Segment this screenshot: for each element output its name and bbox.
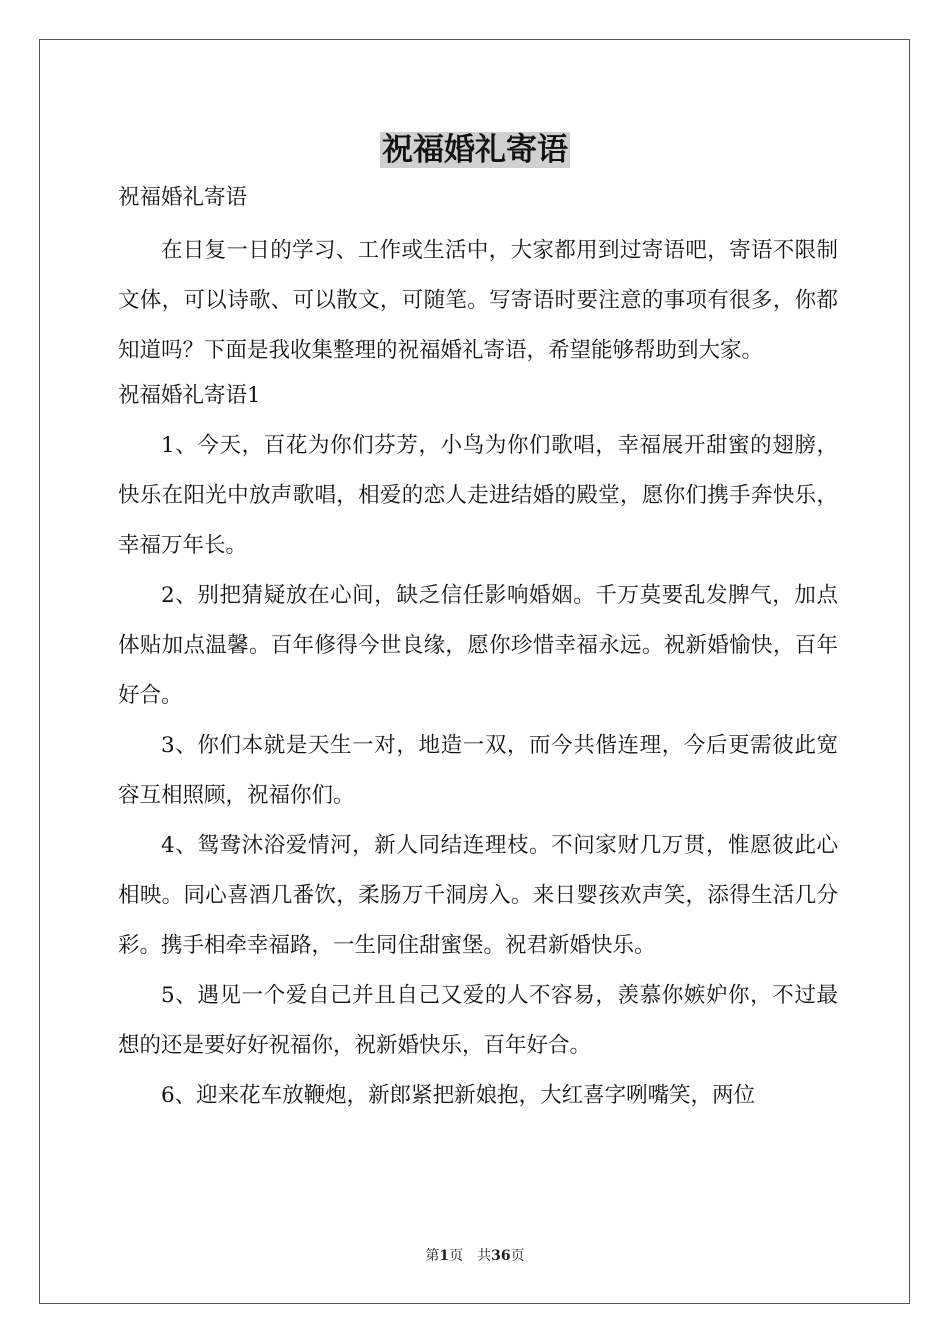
document-title <box>0 128 950 172</box>
intro-paragraph: 在日复一日的学习、工作或生活中，大家都用到过寄语吧，寄语不限制文体，可以诗歌、可以散文，可随笔。写寄语时要注意的事项有很多，你都知道吗？下面是我收集整理的祝福婚礼寄语，希望能够帮助到大家。 <box>118 238 838 363</box>
body-paragraph: 5、遇见一个爱自己并且自己又爱的人不容易，羡慕你嫉妒你，不过最想的还是要好好祝福你，祝新婚快乐，百年好合。 <box>118 983 838 1058</box>
total-prefix: 共 <box>477 1248 492 1264</box>
page-footer <box>0 1246 950 1266</box>
body-paragraph: 6、迎来花车放鞭炮，新郎紧把新娘抱，大红喜字咧嘴笑，两位 <box>161 1083 756 1108</box>
body-paragraph: 2、别把猜疑放在心间，缺乏信任影响婚姻。千万莫要乱发脾气，加点体贴加点温馨。百年修得今世良缘，愿你珍惜幸福永远。祝新婚愉快，百年好合。 <box>118 583 838 708</box>
body-paragraph: 3、你们本就是天生一对，地造一双，而今共偕连理，今后更需彼此宽容互相照顾，祝福你们。 <box>118 733 838 808</box>
current-page-number: 1 <box>439 1248 450 1264</box>
total-suffix: 页 <box>510 1248 525 1264</box>
body-paragraph: 1、今天，百花为你们芬芳，小鸟为你们歌唱，幸福展开甜蜜的翅膀，快乐在阳光中放声歌唱，相爱的恋人走进结婚的殿堂，愿你们携手奔快乐，幸福万年长。 <box>118 433 838 558</box>
document-title-text: 祝福婚礼寄语 <box>382 132 568 168</box>
total-page-count: 36 <box>491 1248 511 1264</box>
section-heading: 祝福婚礼寄语 <box>118 185 248 210</box>
page-suffix: 页 <box>449 1248 464 1264</box>
body-paragraph: 4、鸳鸯沐浴爱情河，新人同结连理枝。不问家财几万贯，惟愿彼此心相映。同心喜酒几番饮，柔肠万千洞房入。来日婴孩欢声笑，添得生活几分彩。携手相牵幸福路，一生同住甜蜜堡。祝君新婚快乐。 <box>118 833 838 958</box>
section-heading: 祝福婚礼寄语1 <box>118 383 261 408</box>
document-body <box>118 180 838 1121</box>
page-prefix: 第 <box>425 1248 440 1264</box>
